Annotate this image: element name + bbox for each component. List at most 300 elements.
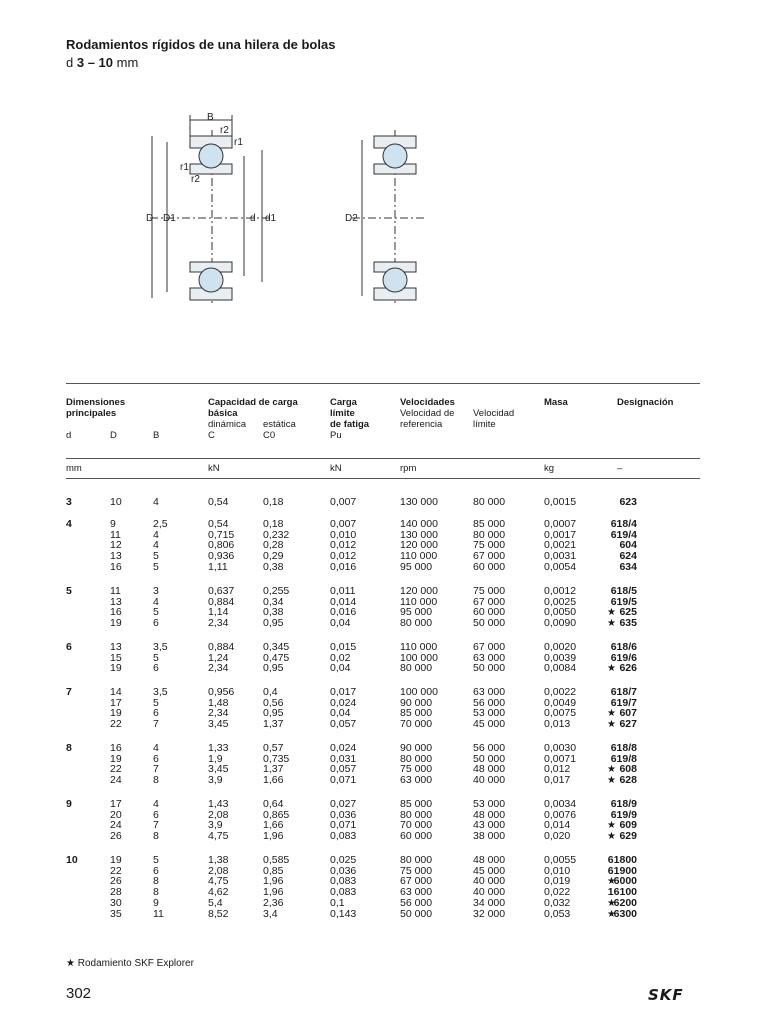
cell-Pu: 0,02 — [330, 651, 351, 664]
cell-C: 0,884 — [208, 641, 235, 653]
cell-vref: 60 000 — [400, 830, 433, 843]
page-number: 302 — [66, 985, 92, 1002]
cell-designation: 619/7 — [610, 696, 637, 709]
explorer-star-icon: ★ — [607, 618, 616, 630]
group-bore-d: 6 — [66, 641, 72, 653]
cell-vlim: 48 000 — [473, 763, 506, 776]
ball-bottom-right — [383, 268, 407, 292]
cell-C: 0,936 — [208, 550, 235, 563]
header-col-B: B — [153, 430, 160, 441]
cell-Pu: 0,011 — [330, 585, 356, 597]
bearing-section-right — [352, 130, 425, 306]
cell-C0: 2,36 — [263, 896, 284, 909]
cell-B: 4 — [153, 742, 159, 754]
cell-vlim: 38 000 — [473, 830, 506, 843]
table-top-rule — [66, 383, 700, 384]
cell-B: 7 — [153, 763, 159, 776]
cell-vref: 80 000 — [400, 617, 433, 630]
cell-B: 2,5 — [153, 518, 168, 530]
cell-B: 5 — [153, 550, 159, 563]
cell-designation: 618/4 — [610, 518, 637, 530]
cell-mass: 0,017 — [544, 774, 571, 787]
cell-vlim: 56 000 — [473, 696, 506, 709]
group-bore-d: 4 — [66, 518, 72, 530]
cell-D: 22 — [110, 718, 122, 731]
cell-Pu: 0,016 — [330, 606, 357, 619]
cell-vref: 75 000 — [400, 864, 433, 877]
cell-vlim: 53 000 — [473, 798, 506, 810]
cell-designation: 627 — [619, 718, 637, 731]
unit-rpm: rpm — [400, 463, 417, 474]
cell-C: 0,806 — [208, 539, 235, 552]
cell-C: 8,52 — [208, 907, 229, 920]
cell-designation: 629 — [619, 830, 637, 843]
cell-mass: 0,0039 — [544, 651, 577, 664]
cell-D: 22 — [110, 763, 122, 776]
cell-vlim: 34 000 — [473, 896, 506, 909]
cell-D: 19 — [110, 752, 122, 765]
cell-D: 11 — [110, 528, 121, 541]
cell-B: 5 — [153, 651, 159, 664]
cell-vlim: 40 000 — [473, 886, 506, 899]
group-bore-d: 10 — [66, 854, 78, 866]
cell-vref: 120 000 — [400, 585, 438, 597]
cell-Pu: 0,015 — [330, 641, 357, 653]
cell-Pu: 0,007 — [330, 518, 357, 530]
cell-C: 3,9 — [208, 819, 223, 832]
explorer-star-icon: ★ — [607, 764, 616, 776]
cell-C: 4,75 — [208, 875, 229, 888]
header-dinamica: dinámica — [208, 419, 247, 430]
cell-B: 11 — [153, 907, 164, 920]
cell-designation: 16100 — [607, 886, 637, 899]
cell-designation: 618/7 — [610, 686, 637, 698]
explorer-star-icon: ★ — [607, 831, 616, 843]
label-d1: d1 — [265, 213, 277, 224]
cell-mass: 0,014 — [544, 819, 571, 832]
cell-designation: 618/6 — [610, 641, 637, 653]
header-Pu: Pu — [330, 430, 342, 441]
cell-B: 8 — [153, 886, 159, 899]
header-estatica: estática — [263, 419, 296, 430]
group-bore-d: 9 — [66, 798, 72, 810]
cell-mass: 0,032 — [544, 896, 571, 909]
ball-top-right — [383, 144, 407, 168]
cell-C: 0,956 — [208, 686, 235, 698]
cell-designation: 626 — [619, 662, 637, 675]
cell-mass: 0,0015 — [544, 496, 577, 508]
cell-designation: 608 — [619, 763, 637, 776]
cell-vref: 90 000 — [400, 742, 433, 754]
explorer-star-icon: ★ — [607, 708, 616, 720]
cell-vref: 70 000 — [400, 718, 433, 731]
cell-vlim: 45 000 — [473, 864, 506, 877]
cell-vlim: 48 000 — [473, 854, 506, 866]
cell-vref: 140 000 — [400, 518, 438, 530]
cell-C: 1,14 — [208, 606, 229, 619]
cell-C: 1,33 — [208, 742, 229, 754]
cell-vlim: 32 000 — [473, 907, 506, 920]
cell-D: 26 — [110, 830, 122, 843]
cell-vlim: 67 000 — [473, 641, 506, 653]
cell-C: 2,34 — [208, 707, 229, 720]
cell-mass: 0,0034 — [544, 798, 577, 810]
cell-Pu: 0,036 — [330, 864, 357, 877]
cell-vref: 56 000 — [400, 896, 433, 909]
cell-designation: 619/4 — [610, 528, 637, 541]
cell-D: 11 — [110, 585, 121, 597]
header-dims: Dimensiones principales — [66, 397, 126, 419]
cell-C0: 0,4 — [263, 686, 278, 698]
cell-mass: 0,0071 — [544, 752, 577, 765]
cell-vref: 120 000 — [400, 539, 438, 552]
cell-mass: 0,0084 — [544, 662, 577, 675]
cell-vlim: 45 000 — [473, 718, 506, 731]
cell-B: 5 — [153, 606, 159, 619]
cell-vlim: 67 000 — [473, 595, 506, 608]
cell-mass: 0,0049 — [544, 696, 577, 709]
cell-C0: 0,28 — [263, 539, 284, 552]
cell-B: 6 — [153, 808, 159, 821]
explorer-star-icon: ★ — [607, 607, 616, 619]
cell-D: 22 — [110, 864, 122, 877]
cell-mass: 0,012 — [544, 763, 571, 776]
cell-vlim: 80 000 — [473, 496, 506, 508]
cell-designation: 635 — [619, 617, 637, 630]
cell-C0: 0,38 — [263, 606, 284, 619]
cell-D: 13 — [110, 550, 122, 563]
cell-D: 28 — [110, 886, 122, 899]
cell-D: 30 — [110, 896, 122, 909]
cell-C: 4,75 — [208, 830, 229, 843]
cell-vlim: 80 000 — [473, 528, 506, 541]
label-d: d — [250, 213, 256, 224]
cell-B: 6 — [153, 752, 159, 765]
cell-C: 1,11 — [208, 560, 228, 573]
cell-mass: 0,010 — [544, 864, 571, 877]
cell-mass: 0,0054 — [544, 560, 577, 573]
group-bore-d: 7 — [66, 686, 72, 698]
header-C0: C0 — [263, 430, 276, 441]
cell-C: 5,4 — [208, 896, 223, 909]
label-D2: D2 — [345, 213, 358, 224]
cell-D: 19 — [110, 707, 122, 720]
cell-Pu: 0,014 — [330, 595, 357, 608]
cell-C: 0,54 — [208, 496, 229, 508]
cell-C: 1,24 — [208, 651, 229, 664]
cell-Pu: 0,010 — [330, 528, 357, 541]
cell-vref: 100 000 — [400, 686, 438, 698]
cell-vlim: 40 000 — [473, 774, 506, 787]
cell-vlim: 63 000 — [473, 651, 506, 664]
cell-mass: 0,0030 — [544, 742, 577, 754]
cell-B: 8 — [153, 875, 159, 888]
cell-D: 20 — [110, 808, 122, 821]
cell-designation: 607 — [619, 707, 637, 720]
cell-B: 9 — [153, 896, 159, 909]
unit-kN-capacity: kN — [208, 463, 220, 474]
cell-B: 6 — [153, 864, 159, 877]
cell-D: 24 — [110, 819, 122, 832]
cell-C: 1,43 — [208, 798, 229, 810]
cell-D: 19 — [110, 854, 122, 866]
cell-mass: 0,053 — [544, 907, 571, 920]
explorer-star-icon: ★ — [607, 908, 616, 920]
label-r2-left: r2 — [191, 174, 200, 185]
cell-C: 1,48 — [208, 696, 229, 709]
page-subtitle — [66, 55, 138, 70]
cell-C: 2,08 — [208, 864, 229, 877]
cell-C: 4,62 — [208, 886, 229, 899]
header-capacity: Capacidad de carga básica — [208, 397, 298, 419]
cell-designation: 623 — [619, 496, 637, 508]
cell-D: 19 — [110, 617, 122, 630]
units-bottom-rule — [66, 478, 700, 479]
cell-mass: 0,013 — [544, 718, 571, 731]
cell-vlim: 60 000 — [473, 606, 506, 619]
cell-C0: 0,34 — [263, 595, 284, 608]
cell-vref: 80 000 — [400, 662, 433, 675]
cell-B: 5 — [153, 854, 159, 866]
cell-C0: 0,38 — [263, 560, 284, 573]
cell-designation: 619/5 — [610, 595, 637, 608]
cell-vref: 63 000 — [400, 774, 433, 787]
cell-B: 5 — [153, 560, 159, 573]
cell-vlim: 56 000 — [473, 742, 506, 754]
cell-B: 3,5 — [153, 686, 168, 698]
cell-mass: 0,0025 — [544, 595, 577, 608]
cell-C: 0,54 — [208, 518, 229, 530]
cell-vref: 80 000 — [400, 854, 433, 866]
cell-C0: 0,865 — [263, 808, 290, 821]
cell-Pu: 0,04 — [330, 662, 351, 675]
cell-D: 13 — [110, 641, 122, 653]
header-masa: Masa — [544, 397, 568, 408]
cell-vlim: 63 000 — [473, 686, 506, 698]
cell-B: 7 — [153, 819, 159, 832]
label-D: D — [146, 213, 154, 224]
cell-vlim: 60 000 — [473, 560, 506, 573]
cell-designation: 634 — [619, 560, 637, 573]
cell-designation: 619/9 — [610, 808, 637, 821]
units-top-rule — [66, 458, 700, 459]
header-C: C — [208, 430, 215, 441]
unit-dash: – — [617, 463, 623, 474]
cell-C0: 1,66 — [263, 774, 284, 787]
cell-C0: 1,96 — [263, 875, 284, 888]
unit-kN-fatigue: kN — [330, 463, 342, 474]
cell-Pu: 0,024 — [330, 742, 357, 754]
explorer-star-icon: ★ — [607, 897, 616, 909]
cell-vref: 100 000 — [400, 651, 438, 664]
cell-vlim: 40 000 — [473, 875, 506, 888]
cell-Pu: 0,027 — [330, 798, 357, 810]
cell-D: 10 — [110, 496, 122, 508]
cell-D: 35 — [110, 907, 122, 920]
cell-C0: 0,232 — [263, 528, 290, 541]
cell-Pu: 0,016 — [330, 560, 357, 573]
cell-Pu: 0,071 — [330, 819, 357, 832]
cell-mass: 0,0050 — [544, 606, 577, 619]
cell-designation: 625 — [619, 606, 637, 619]
cell-designation: 6300 — [613, 907, 637, 920]
cell-D: 16 — [110, 606, 122, 619]
cell-Pu: 0,1 — [330, 896, 345, 909]
cell-B: 6 — [153, 707, 159, 720]
cell-vref: 75 000 — [400, 763, 433, 776]
cell-C: 2,08 — [208, 808, 229, 821]
cell-vref: 95 000 — [400, 560, 433, 573]
cell-C0: 0,95 — [263, 617, 284, 630]
cell-B: 3 — [153, 585, 159, 597]
explorer-star-icon: ★ — [607, 876, 616, 888]
cell-C: 3,45 — [208, 718, 229, 731]
cell-mass: 0,0076 — [544, 808, 577, 821]
page-title: Rodamientos rígidos de una hilera de bolas — [66, 37, 336, 52]
cell-C: 0,884 — [208, 595, 235, 608]
cell-C0: 1,96 — [263, 886, 284, 899]
cell-C0: 1,66 — [263, 819, 284, 832]
cell-designation: 61800 — [607, 854, 637, 866]
cell-C: 3,9 — [208, 774, 223, 787]
cell-designation: 6000 — [613, 875, 637, 888]
cell-C0: 0,57 — [263, 742, 284, 754]
cell-Pu: 0,036 — [330, 808, 357, 821]
cell-C0: 1,96 — [263, 830, 284, 843]
cell-mass: 0,0007 — [544, 518, 577, 530]
cell-D: 17 — [110, 696, 122, 709]
cell-mass: 0,0021 — [544, 539, 577, 552]
cell-vref: 63 000 — [400, 886, 433, 899]
cell-vlim: 75 000 — [473, 539, 506, 552]
cell-designation: 619/6 — [610, 651, 637, 664]
cell-C0: 0,95 — [263, 707, 284, 720]
cell-Pu: 0,04 — [330, 617, 351, 630]
cell-Pu: 0,057 — [330, 763, 357, 776]
cell-B: 8 — [153, 774, 159, 787]
cell-mass: 0,022 — [544, 886, 571, 899]
bearing-drawing — [0, 100, 768, 310]
unit-mm: mm — [66, 463, 82, 474]
label-r1-left: r1 — [180, 162, 189, 173]
cell-Pu: 0,031 — [330, 752, 357, 765]
footnote-star-icon: ★ — [66, 958, 75, 969]
cell-C0: 1,37 — [263, 763, 284, 776]
cell-D: 9 — [110, 518, 116, 530]
group-bore-d: 8 — [66, 742, 72, 754]
cell-vref: 80 000 — [400, 808, 433, 821]
cell-B: 4 — [153, 496, 159, 508]
cell-designation: 618/5 — [610, 585, 637, 597]
cell-C0: 0,18 — [263, 496, 284, 508]
cell-mass: 0,0012 — [544, 585, 577, 597]
footnote — [66, 958, 194, 969]
cell-vref: 85 000 — [400, 798, 433, 810]
header-col-D: D — [110, 430, 117, 441]
ball-top-left — [199, 144, 223, 168]
unit-kg: kg — [544, 463, 555, 474]
cell-C: 1,38 — [208, 854, 229, 866]
subtitle-unit: mm — [116, 55, 139, 70]
cell-Pu: 0,083 — [330, 830, 357, 843]
cell-C0: 0,345 — [263, 641, 290, 653]
label-D1: D1 — [163, 213, 176, 224]
cell-D: 12 — [110, 539, 122, 552]
cell-Pu: 0,071 — [330, 774, 357, 787]
cell-C0: 0,585 — [263, 854, 290, 866]
cell-Pu: 0,017 — [330, 686, 357, 698]
cell-vref: 110 000 — [400, 550, 438, 563]
cell-Pu: 0,143 — [330, 907, 357, 920]
header-carga-limite: Carga límite de fatiga — [330, 397, 370, 430]
cell-Pu: 0,057 — [330, 718, 357, 731]
cell-C0: 0,64 — [263, 798, 284, 810]
cell-designation: 618/8 — [610, 742, 637, 754]
cell-B: 8 — [153, 830, 159, 843]
cell-vlim: 43 000 — [473, 819, 506, 832]
cell-vref: 130 000 — [400, 528, 438, 541]
cell-designation: 6200 — [613, 896, 637, 909]
cell-D: 16 — [110, 560, 122, 573]
bearing-section-left — [150, 115, 272, 306]
cell-Pu: 0,04 — [330, 707, 351, 720]
cell-C0: 0,95 — [263, 662, 284, 675]
explorer-star-icon: ★ — [607, 663, 616, 675]
cell-vref: 90 000 — [400, 696, 433, 709]
cell-vref: 50 000 — [400, 907, 433, 920]
cell-Pu: 0,083 — [330, 886, 357, 899]
cell-C0: 1,37 — [263, 718, 284, 731]
cell-C: 1,9 — [208, 752, 223, 765]
cell-vlim: 48 000 — [473, 808, 506, 821]
cell-B: 4 — [153, 539, 159, 552]
explorer-star-icon: ★ — [607, 820, 616, 832]
cell-mass: 0,0055 — [544, 854, 577, 866]
cell-designation: 628 — [619, 774, 637, 787]
cell-C: 2,34 — [208, 617, 229, 630]
cell-C: 2,34 — [208, 662, 229, 675]
cell-vref: 130 000 — [400, 496, 438, 508]
header-col-d: d — [66, 430, 72, 441]
cell-C0: 0,255 — [263, 585, 290, 597]
cell-Pu: 0,012 — [330, 539, 357, 552]
cell-B: 3,5 — [153, 641, 168, 653]
cell-Pu: 0,007 — [330, 496, 357, 508]
cell-D: 24 — [110, 774, 122, 787]
cell-vlim: 50 000 — [473, 617, 506, 630]
cell-C0: 0,29 — [263, 550, 284, 563]
cell-C: 0,637 — [208, 585, 235, 597]
cell-D: 26 — [110, 875, 122, 888]
cell-mass: 0,0020 — [544, 641, 577, 653]
cell-D: 14 — [110, 686, 122, 698]
subtitle-prefix: d — [66, 55, 74, 70]
group-bore-d: 5 — [66, 585, 72, 597]
cell-mass: 0,0022 — [544, 686, 577, 698]
cell-designation: 604 — [619, 539, 637, 552]
cell-C0: 0,56 — [263, 696, 284, 709]
cell-designation: 61900 — [607, 864, 637, 877]
cell-vlim: 50 000 — [473, 662, 506, 675]
cell-vref: 110 000 — [400, 641, 438, 653]
label-r1-top: r1 — [234, 137, 243, 148]
footnote-text: Rodamiento SKF Explorer — [77, 958, 194, 969]
cell-B: 4 — [153, 798, 159, 810]
cell-D: 15 — [110, 651, 122, 664]
explorer-star-icon: ★ — [607, 719, 616, 731]
cell-vlim: 53 000 — [473, 707, 506, 720]
cell-vlim: 85 000 — [473, 518, 506, 530]
